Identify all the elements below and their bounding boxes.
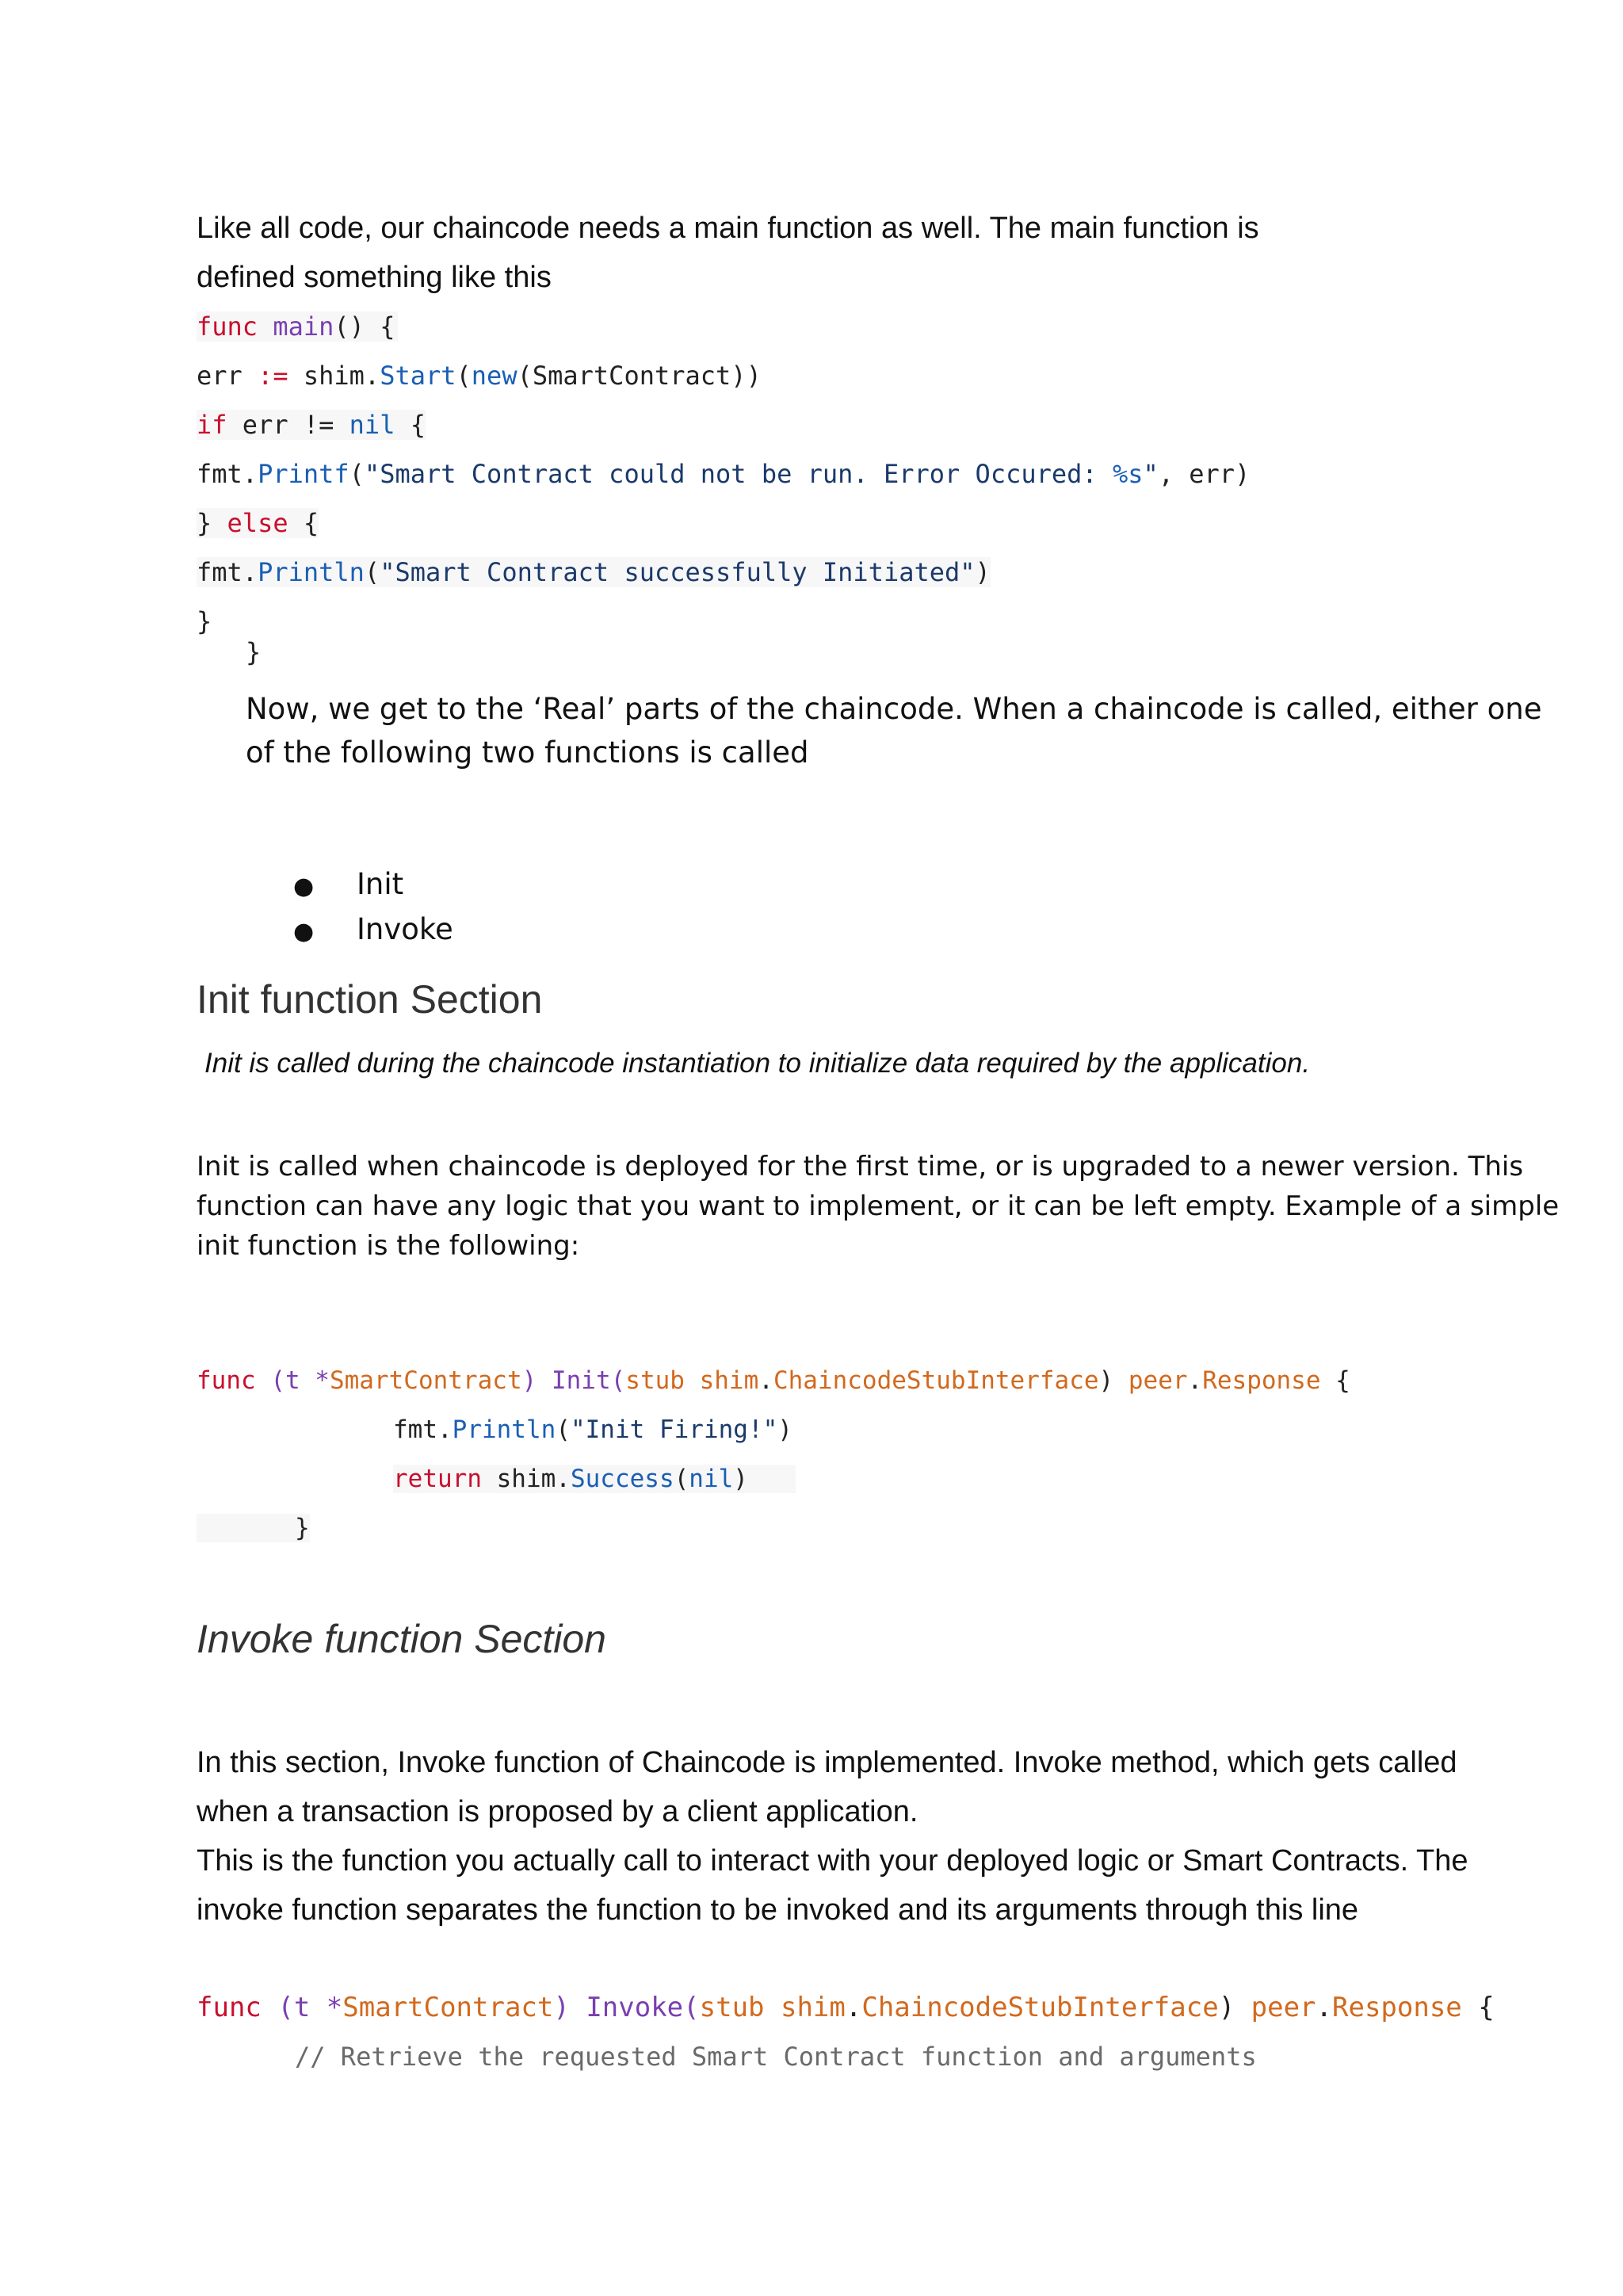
init-para-line-3: init function is the following: <box>197 1230 580 1262</box>
code-line-init-3 <box>393 1465 796 1493</box>
code-line-invoke-1 <box>197 1992 1495 2023</box>
code-text: . <box>1187 1366 1203 1395</box>
code-text: fmt. <box>197 459 258 489</box>
keyword: if <box>197 410 227 440</box>
invoke-para-line-3: This is the function you actually call to interact with your deployed logic or Smart Contracts. The <box>197 1844 1468 1878</box>
code-text: (t * <box>255 1366 330 1395</box>
method-call: Println <box>258 557 365 587</box>
code-text: { <box>395 410 426 440</box>
code-text: } <box>197 508 227 538</box>
code-text: . <box>1316 1992 1333 2023</box>
type-name: Response <box>1332 1992 1462 2023</box>
code-text: ( <box>556 1415 571 1444</box>
keyword: func <box>197 311 258 342</box>
type-name: SmartContract <box>329 1366 522 1395</box>
code-text: ) <box>1098 1366 1128 1395</box>
init-section-heading: Init function Section <box>197 977 543 1022</box>
code-text: . <box>758 1366 773 1395</box>
list-item <box>293 867 403 901</box>
method-call: Printf <box>258 459 349 489</box>
invoke-para-line-4: invoke function separates the function to be invoked and its arguments through this line <box>197 1893 1359 1927</box>
keyword: func <box>197 1366 256 1395</box>
code-text: ( <box>364 557 380 587</box>
code-text: ( <box>610 1366 626 1395</box>
real-parts-line-1: Now, we get to the ‘Real’ parts of the chaincode. When a chaincode is called, either one <box>246 692 1542 726</box>
code-line-init-1 <box>197 1366 1350 1395</box>
code-text: { <box>1461 1992 1495 2023</box>
type-name: ChaincodeStubInterface <box>861 1992 1219 2023</box>
nil-literal: nil <box>689 1465 734 1493</box>
intro-line-2: defined something like this <box>197 261 552 294</box>
code-text: , err) <box>1158 459 1251 489</box>
code-line-main-1 <box>197 311 398 342</box>
code-text: shim. <box>288 361 380 391</box>
code-text: (SmartContract)) <box>517 361 762 391</box>
code-text: ) <box>521 1366 552 1395</box>
function-name: Init <box>551 1366 611 1395</box>
code-text: shim. <box>481 1465 571 1493</box>
code-text: fmt. <box>197 557 258 587</box>
code-text: . <box>845 1992 862 2023</box>
init-italic-note: Init is called during the chaincode instantiation to initialize data required by the application. <box>204 1048 1311 1079</box>
code-text: fmt. <box>393 1415 453 1444</box>
code-line-main-2 <box>197 361 762 391</box>
code-line-main-8: } <box>246 637 262 667</box>
type-name: SmartContract <box>342 1992 554 2023</box>
string-literal: "Init Firing!" <box>570 1415 778 1444</box>
code-line-main-6 <box>197 557 991 587</box>
invoke-para-line-2: when a transaction is proposed by a client application. <box>197 1795 918 1828</box>
list-item <box>293 912 453 946</box>
string-literal: "Smart Contract successfully Initiated" <box>380 557 976 587</box>
code-text: ( <box>683 1992 700 2023</box>
code-line-init-4: } <box>197 1514 310 1542</box>
list-item-label: Invoke <box>356 912 453 946</box>
type-name: ChaincodeStubInterface <box>773 1366 1099 1395</box>
code-text: ) <box>733 1465 748 1493</box>
real-parts-line-2: of the following two functions is called <box>246 735 809 770</box>
code-text: ) <box>777 1415 792 1444</box>
code-text: ( <box>456 361 472 391</box>
invoke-section-heading: Invoke function Section <box>197 1617 606 1661</box>
type-name: Response <box>1202 1366 1321 1395</box>
function-name: Invoke <box>586 1992 684 2023</box>
code-text: ) <box>975 557 991 587</box>
bullet-icon: ● <box>293 873 315 900</box>
bullet-icon: ● <box>293 918 315 946</box>
nil-literal: nil <box>349 410 395 440</box>
type-name: peer <box>1128 1366 1188 1395</box>
code-line-main-7: } <box>197 606 212 636</box>
code-line-init-2 <box>393 1415 792 1444</box>
keyword: return <box>393 1465 482 1493</box>
type-name: peer <box>1251 1992 1316 2023</box>
code-text: ) <box>1218 1992 1251 2023</box>
keyword: else <box>227 508 288 538</box>
code-text: ) <box>553 1992 586 2023</box>
list-item-label: Init <box>356 867 404 901</box>
code-line-main-3 <box>197 410 426 440</box>
string-literal: "Smart Contract could not be run. Error Occured: <box>364 459 1113 489</box>
code-text: ( <box>349 459 365 489</box>
function-name: main <box>273 311 334 342</box>
invoke-para-line-1: In this section, Invoke function of Chaincode is implemented. Invoke method, which gets called <box>197 1746 1457 1779</box>
code-text: () { <box>334 311 395 342</box>
param-name: stub shim <box>699 1992 846 2023</box>
operator: := <box>258 361 288 391</box>
intro-line-1: Like all code, our chaincode needs a main function as well. The main function is <box>197 212 1259 245</box>
builtin: new <box>471 361 517 391</box>
method-call: Start <box>380 361 456 391</box>
format-verb: %s <box>1112 459 1144 489</box>
code-text: ( <box>674 1465 689 1493</box>
code-comment: // Retrieve the requested Smart Contract function and arguments <box>295 2042 1257 2072</box>
string-literal: " <box>1143 459 1159 489</box>
code-text: (t * <box>261 1992 343 2023</box>
method-call: Success <box>570 1465 674 1493</box>
code-line-main-5 <box>197 508 319 538</box>
code-text: err <box>197 361 258 391</box>
code-text: err != <box>227 410 349 440</box>
code-text: { <box>1320 1366 1350 1395</box>
method-call: Println <box>452 1415 556 1444</box>
code-text: { <box>288 508 319 538</box>
param-name: stub shim <box>625 1366 759 1395</box>
init-para-line-1: Init is called when chaincode is deployed for the first time, or is upgraded to a newer version. This <box>197 1151 1524 1182</box>
keyword: func <box>197 1992 262 2023</box>
init-para-line-2: function can have any logic that you want to implement, or it can be left empty. Example of a simple <box>197 1190 1560 1222</box>
code-line-main-4 <box>197 459 1250 489</box>
